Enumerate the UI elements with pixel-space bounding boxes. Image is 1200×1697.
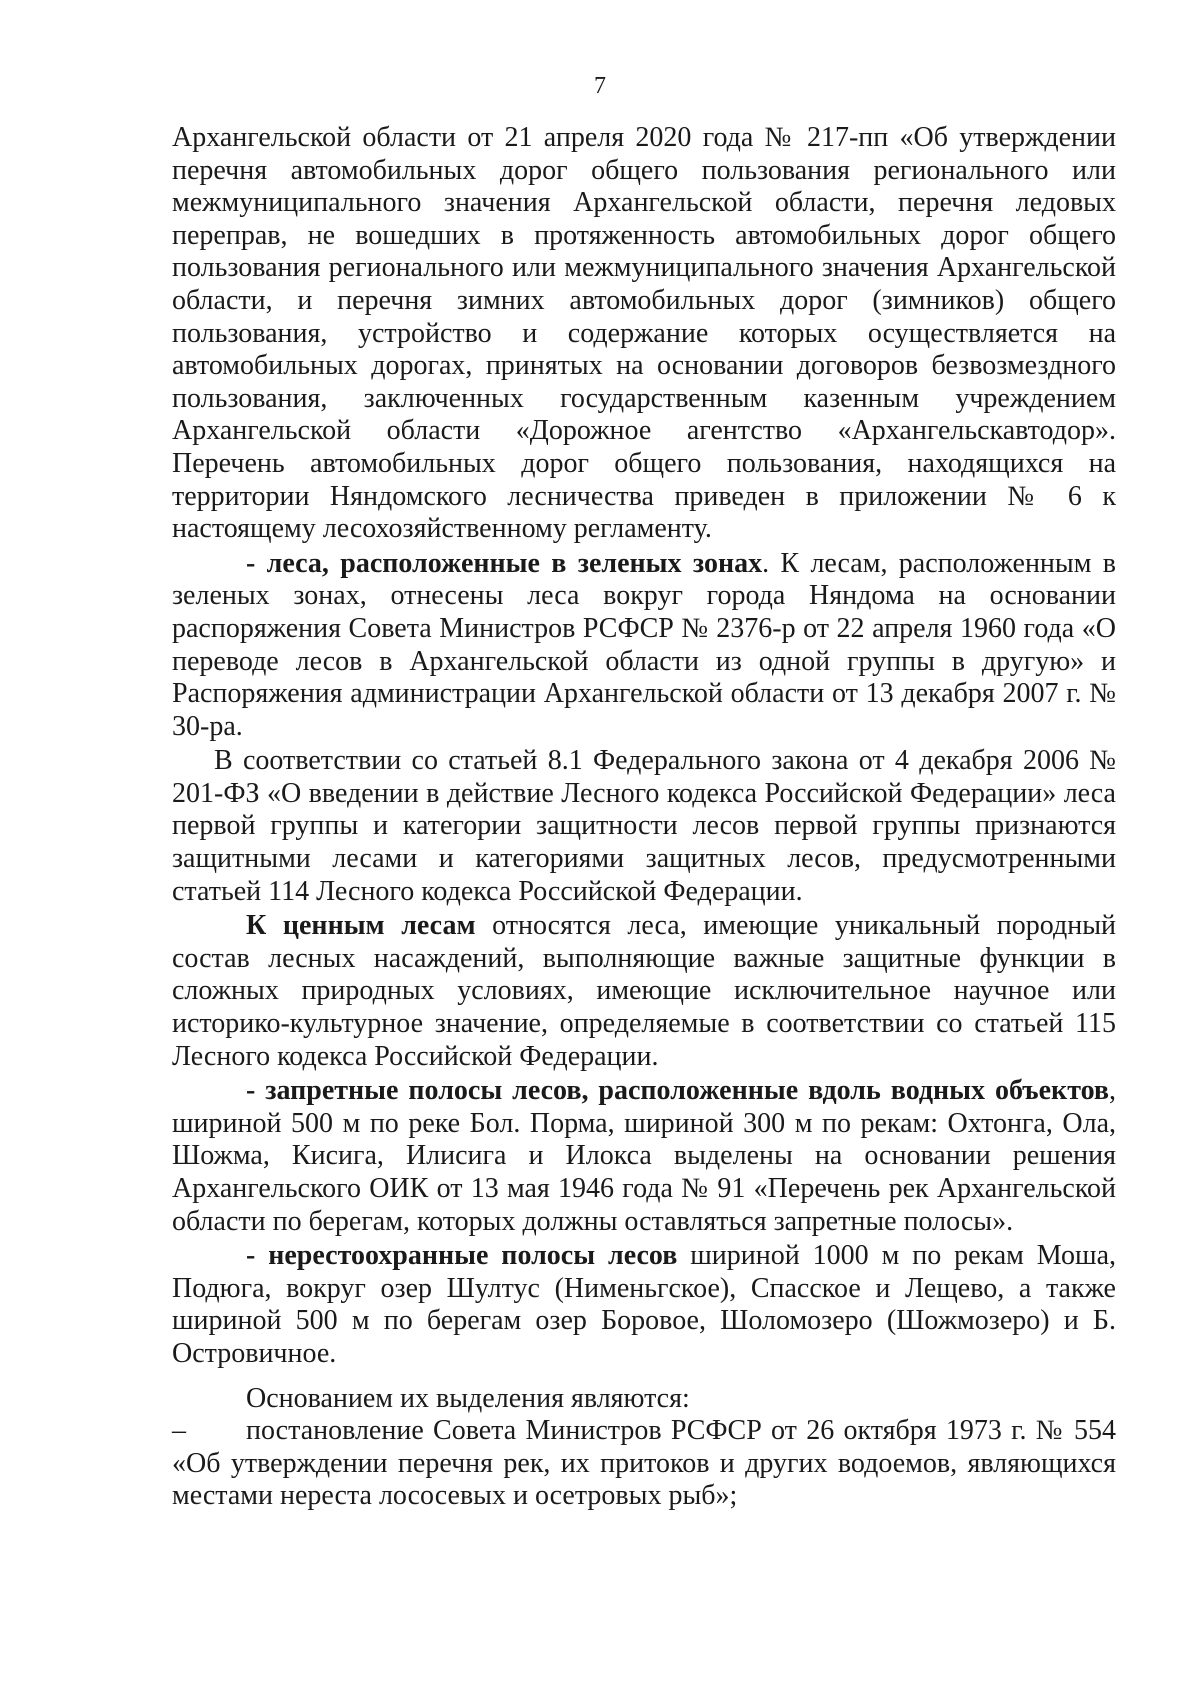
paragraph-road-list: Архангельской области от 21 апреля 2020 года № 217-пп «Об утверждении перечня автомобильных дорог общего пользования регионального или межмуниципального значения Архангельской области, перечня ледовых переправ, не вошедших в протяженность автомобильных дорог общего пользования регионального или межмуниципального значения Архангельской области, и перечня зимних автомобильных дорог (зимников) общего пользования, устройство и содержание которых осуществляется на автомобильных дорогах, принятых на основании договоров безвозмездного пользования, заключенных государственным казенным учреждением Архангельской области «Дорожное агентство «Архангельскавтодор». Перечень автомобильных дорог общего пользования, находящихся на территории Няндомского лесничества приведен в приложении № 6 к настоящему лесохозяйственному регламенту. xyxy=(172,122,1116,545)
list-dash: – xyxy=(172,1415,186,1447)
heading-valuable-forests: К ценным лесам xyxy=(246,910,476,942)
list-item-text: постановление Совета Министров РСФСР от 26 октября 1973 г. № 554 «Об утверждении перечня рек, их притоков и других водоемов, являющихся местами нереста лососевых и осетровых рыб»; xyxy=(172,1415,1116,1512)
paragraph-green-zones xyxy=(172,548,1116,744)
heading-green-zones: - леса, расположенные в зеленых зонах xyxy=(246,547,763,579)
paragraph-federal-law: В соответствии со статьей 8.1 Федерального закона от 4 декабря 2006 № 201-ФЗ «О введении в действие Лесного кодекса Российской Федерации» леса первой группы и категории защитности лесов первой группы признаются защитными лесами и категориями защитных лесов, предусмотренными статьей 114 Лесного кодекса Российской Федерации. xyxy=(172,745,1116,907)
paragraph-restricted-strips xyxy=(172,1075,1116,1238)
document-body xyxy=(172,122,1116,1513)
heading-spawning-strips: - нерестоохранные полосы лесов xyxy=(246,1240,678,1272)
paragraph-spawning-strips xyxy=(172,1240,1116,1370)
text-spawning-strips: шириной 1000 м по рекам Моша, Подюга, вокруг озер Шултус (Нименьгское), Спасское и Лещево, а также шириной 500 м по берегам озер Боровое, Шоломозеро (Шожмозеро) и Б. Островичное. xyxy=(172,1240,1116,1369)
paragraph-valuable-forests xyxy=(172,910,1116,1073)
text-green-zones: . К лесам, расположенным в зеленых зонах, отнесены леса вокруг города Няндома на основании распоряжения Совета Министров РСФСР № 2376-р от 22 апреля 1960 года «О переводе лесов в Архангельской области из одной группы в другую» и Распоряжения администрации Архангельской области от 13 декабря 2007 г. № 30-ра. xyxy=(172,547,1116,742)
heading-restricted-strips: - запретные полосы лесов, расположенные вдоль водных объектов xyxy=(246,1075,1109,1107)
page-number: 7 xyxy=(594,73,606,99)
paragraph-basis: Основанием их выделения являются: xyxy=(246,1382,690,1414)
text-valuable-forests: относятся леса, имеющие уникальный породный состав лесных насаждений, выполняющие важные защитные функции в сложных природных условиях, имеющие исключительное научное или историко-культурное значение, определяемые в соответствии со статьей 115 Лесного кодекса Российской Федерации. xyxy=(172,910,1116,1072)
list-item-resolution xyxy=(172,1415,1116,1513)
text-restricted-strips: , шириной 500 м по реке Бол. Порма, шириной 300 м по рекам: Охтонга, Ола, Шожма, Кисига, Илисига и Илокса выделены на основании решения Архангельского ОИК от 13 мая 1946 года № 91 «Перечень рек Архангельской области по берегам, которых должны оставляться запретные полосы». xyxy=(172,1075,1116,1237)
